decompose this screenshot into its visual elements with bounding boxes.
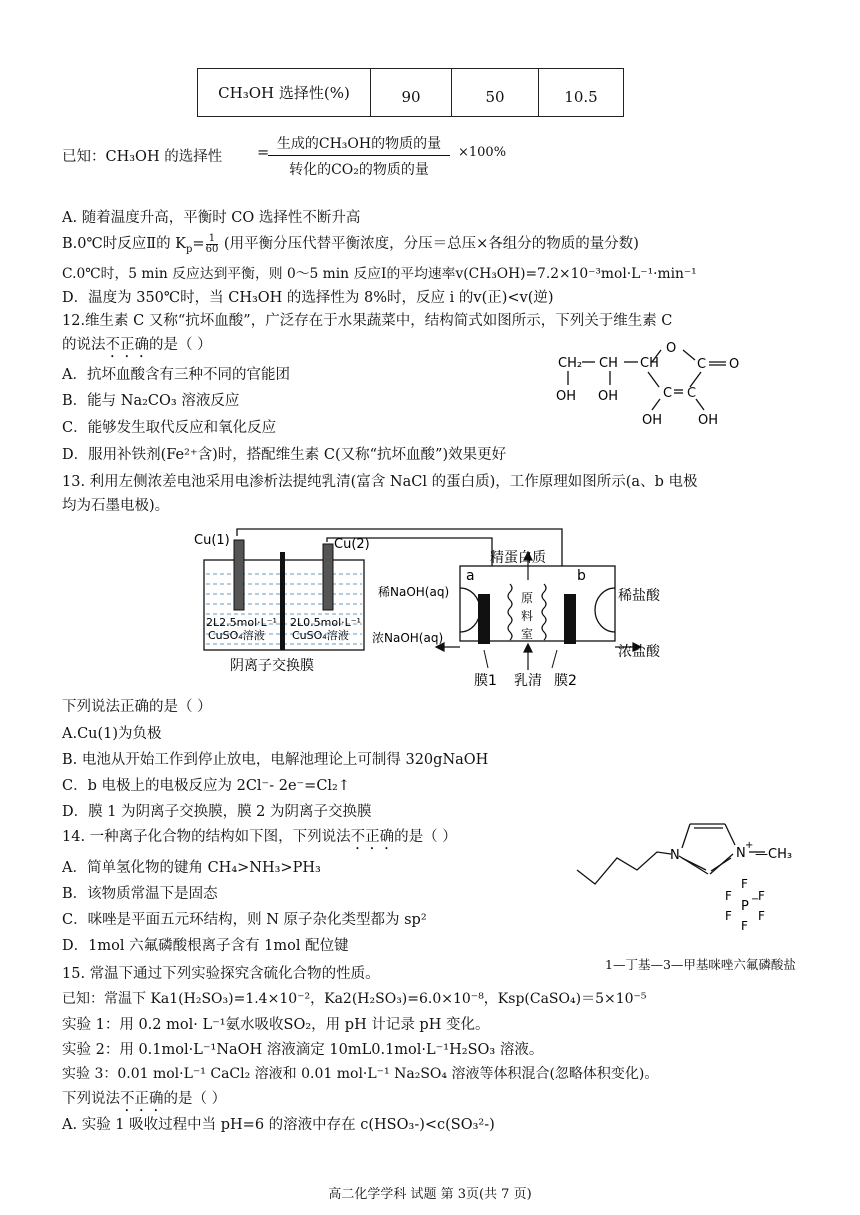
struct-f: F [758, 909, 765, 923]
q11-option-a: A. 随着温度升高，平衡时 CO 选择性不断升高 [62, 210, 361, 226]
q15-emphasis: 不正确 [120, 1091, 164, 1107]
q11-b-fraction [206, 234, 219, 255]
q12-stem-line1: 12.维生素 C 又称“抗坏血酸”，广泛存在于水果蔬菜中，结构简式如图所示，下列关于维生素 C [62, 313, 673, 329]
struct-oh: OH [598, 389, 619, 404]
q11-b-pre: B.0℃时反应Ⅱ的 K [62, 236, 187, 252]
q13-option-c: C．b 电极上的电极反应为 2Cl⁻- 2e⁻=Cl₂↑ [62, 778, 351, 794]
electrode-a [478, 594, 490, 644]
label-dilute-hcl: 稀盐酸 [618, 588, 660, 604]
q15-known: 已知：常温下 Ka1(H₂SO₃)=1.4×10⁻²，Ka2(H₂SO₃)=6.0×10⁻⁸，Ksp(CaSO₄)＝5×10⁻⁵ [62, 991, 647, 1007]
q14-option-c: C．咪唑是平面五元环结构，则 N 原子杂化类型都为 sp² [62, 912, 427, 928]
formula-numerator: 生成的CH₃OH的物质的量 [276, 136, 442, 152]
label-right-solution: CuSO₄溶液 [292, 629, 349, 642]
q12-option-b: B．能与 Na₂CO₃ 溶液反应 [62, 393, 240, 409]
struct-ch3: —CH₃ [755, 847, 793, 862]
q11-b-den: 60 [205, 243, 219, 255]
q15-ask-pre: 下列说法 [62, 1091, 120, 1107]
cu1-electrode [234, 540, 244, 610]
q12-option-c: C．能够发生取代反应和氧化反应 [62, 420, 277, 436]
q15-exp1: 实验 1：用 0.2 mol· L⁻¹氨水吸收SO₂，用 pH 计记录 pH 变化。 [62, 1017, 490, 1033]
label-chamber: 室 [521, 627, 534, 641]
q13-option-b: B. 电池从开始工作到停止放电，电解池理论上可制得 320gNaOH [62, 752, 489, 768]
struct-o: O [729, 357, 740, 372]
label-membrane-1: 膜1 [474, 673, 497, 689]
label-a: a [466, 568, 475, 584]
label-right-conc: 2L0.5mol·L⁻¹ [290, 616, 361, 629]
label-anion-membrane: 阴离子交换膜 [230, 658, 314, 674]
q14-emphasis: 不正确 [350, 829, 395, 845]
q11-b-num: 1 [206, 234, 219, 245]
q12-option-a: A．抗坏血酸含有三种不同的官能团 [62, 367, 290, 383]
label-chamber: 料 [521, 609, 534, 623]
struct-f: F [725, 909, 732, 923]
q13-ask: 下列说法正确的是（ ） [62, 699, 212, 715]
formula-lead: 已知：CH₃OH 的选择性 [62, 149, 223, 165]
label-conc-naoh: 浓NaOH(aq) [372, 631, 444, 645]
q14-stem-pre: 14. 一种离子化合物的结构如下图，下列说法 [62, 829, 351, 845]
table-cell: 50 [452, 69, 539, 117]
struct-oh: OH [556, 389, 577, 404]
q13-option-d: D．膜 1 为阴离子交换膜，膜 2 为阴离子交换膜 [62, 804, 372, 820]
struct-o-ring: O [666, 341, 677, 356]
q15-exp3: 实验 3：0.01 mol·L⁻¹ CaCl₂ 溶液和 0.01 mol·L⁻¹ Na₂SO₄ 溶液等体积混合(忽略体积变化)。 [62, 1066, 659, 1082]
formula-tail: ×100% [458, 145, 507, 160]
formula-denominator: 转化的CO₂的物质的量 [289, 162, 429, 178]
struct-minus: − [751, 894, 760, 905]
struct-oh: OH [642, 413, 663, 428]
q15-option-a: A. 实验 1 吸收过程中当 pH=6 的溶液中存在 c(HSO₃-)<c(SO₃²-) [62, 1117, 495, 1133]
q11-option-c: C.0℃时，5 min 反应达到平衡，则 0～5 min 反应Ⅰ的平均速率v(CH₃OH)=7.2×10⁻³mol·L⁻¹·min⁻¹ [62, 266, 697, 282]
q14-stem-post: 的是（ ） [394, 829, 457, 845]
q15-ask-post: 的是（ ） [163, 1091, 227, 1107]
q14-caption: 1—丁基—3—甲基咪唑六氟磷酸盐 [605, 957, 796, 972]
label-left-solution: CuSO₄溶液 [208, 629, 265, 642]
q14-option-b: B．该物质常温下是固态 [62, 886, 218, 902]
q15-stem: 15. 常温下通过下列实验探究含硫化合物的性质。 [62, 966, 380, 982]
label-left-conc: 2L2.5mol·L⁻¹ [206, 616, 277, 629]
label-conc-hcl: 浓盐酸 [618, 644, 660, 660]
label-chamber: 原 [521, 591, 534, 605]
struct-n1: N [670, 848, 680, 863]
q12-stem-line2 [62, 333, 212, 361]
ionic-liquid-structure [555, 812, 825, 937]
struct-f: F [741, 919, 748, 933]
electrode-b [564, 594, 576, 644]
struct-f: F [758, 889, 765, 903]
table-row [198, 69, 624, 117]
struct-p: P [741, 899, 749, 914]
struct-f: F [725, 889, 732, 903]
struct-c: C [697, 357, 707, 372]
q15-exp2: 实验 2：用 0.1mol·L⁻¹NaOH 溶液滴定 10mL0.1mol·L⁻¹H₂SO₃ 溶液。 [62, 1042, 544, 1058]
struct-oh: OH [698, 413, 719, 428]
q11-b-post: (用平衡分压代替平衡浓度，分压＝总压×各组分的物质的量分数) [219, 236, 639, 252]
table-cell: 90 [371, 69, 452, 117]
label-membrane-2: 膜2 [554, 673, 577, 689]
struct-ch: CH [599, 356, 618, 371]
struct-f: F [741, 877, 748, 891]
struct-c-eq: C [663, 386, 673, 401]
electrodialysis-diagram [192, 522, 692, 694]
struct-ch2: CH₂ [558, 356, 583, 371]
struct-c-right: C [687, 386, 697, 401]
q11-option-b [62, 232, 639, 255]
struct-n2: N [736, 846, 746, 861]
q12-stem-pre: 的说法 [62, 337, 106, 353]
label-product: 精蛋白质 [490, 550, 546, 566]
formula-eq: = [257, 145, 270, 161]
q14-stem [62, 825, 457, 853]
table-row-label: CH₃OH 选择性(%) [198, 69, 371, 117]
q12-stem-post: 的是（ ） [149, 337, 212, 353]
q12-emphasis: 不正确 [105, 337, 149, 353]
struct-ch-ring: CH [640, 356, 659, 371]
vitamin-c-structure [548, 330, 778, 430]
label-dilute-naoh: 稀NaOH(aq) [378, 585, 450, 599]
label-cu1: Cu(1) [194, 533, 230, 548]
table-cell: 10.5 [539, 69, 624, 117]
page-footer: 高二化学学科 试题 第 3页(共 7 页) [328, 1187, 532, 1202]
q13-stem-line1: 13. 利用左侧浓差电池采用电渗析法提纯乳清(富含 NaCl 的蛋白质)，工作原理如图所示(a、b 电极 [62, 474, 698, 490]
cu2-electrode [323, 544, 333, 610]
selectivity-table [197, 68, 624, 117]
q15-ask [62, 1087, 226, 1115]
label-b: b [577, 568, 586, 584]
struct-plus: + [745, 840, 754, 851]
q13-option-a: A.Cu(1)为负极 [62, 726, 162, 742]
label-whey: 乳清 [514, 673, 542, 689]
q12-option-d: D．服用补铁剂(Fe²⁺含)时，搭配维生素 C(又称“抗坏血酸”)效果更好 [62, 447, 507, 463]
formula-fraction [268, 133, 450, 179]
q14-option-a: A．简单氢化物的键角 CH₄>NH₃>PH₃ [62, 860, 321, 876]
anion-membrane-bar [280, 552, 285, 650]
q11-b-eq: = [192, 236, 205, 252]
label-cu2: Cu(2) [334, 537, 370, 552]
q11-b-sub: p [186, 243, 193, 255]
q14-option-d: D．1mol 六氟磷酸根离子含有 1mol 配位键 [62, 938, 349, 954]
q13-stem-line2: 均为石墨电极)。 [62, 498, 170, 514]
q11-option-d: D．温度为 350℃时，当 CH₃OH 的选择性为 8%时，反应 i 的v(正)<v(逆) [62, 290, 554, 306]
